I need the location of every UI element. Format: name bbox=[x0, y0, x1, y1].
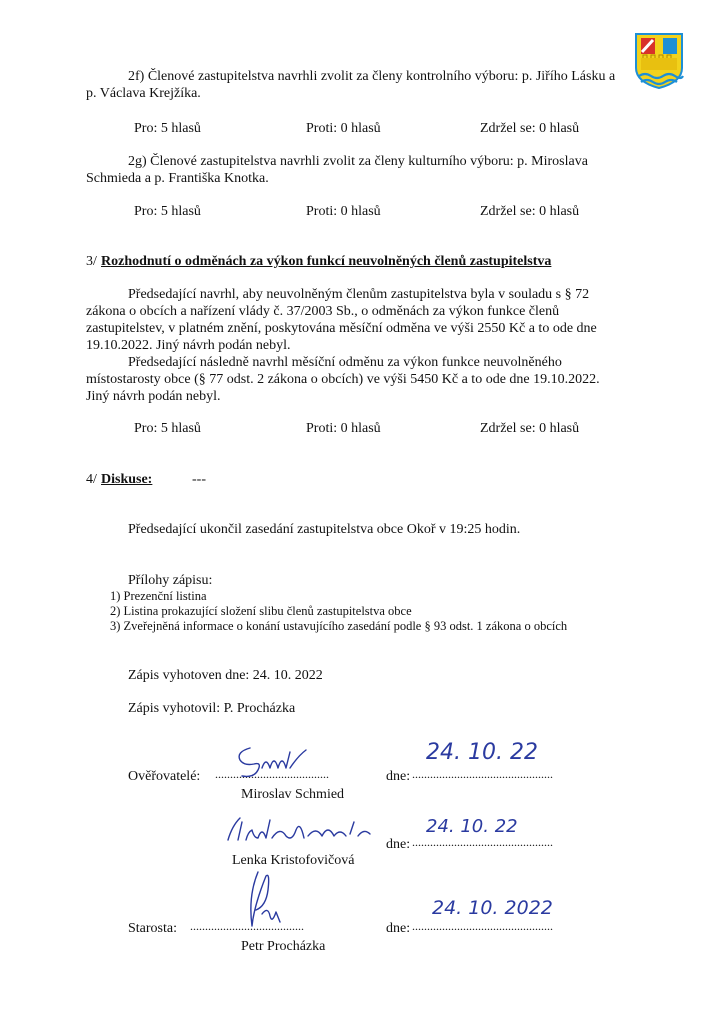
vote-zdrzel: Zdržel se: 0 hlasů bbox=[480, 204, 580, 219]
date-label: dne: bbox=[386, 837, 411, 852]
section-3-number: 3/ bbox=[86, 254, 97, 269]
section-4-heading: Diskuse: bbox=[101, 472, 153, 487]
section-3-para1-line4: 19.10.2022. Jiný návrh podán nebyl. bbox=[86, 338, 291, 353]
section-2f-text-line2: p. Václava Krejžíka. bbox=[86, 86, 201, 101]
attachment-item: 1) Prezenční listina bbox=[110, 589, 207, 603]
date-line: ............................................... bbox=[412, 919, 553, 933]
section-2g-text-line2: Schmieda a p. Františka Knotka. bbox=[86, 171, 269, 186]
date-line: ............................................... bbox=[412, 767, 553, 781]
vote-pro: Pro: 5 hlasů bbox=[134, 421, 201, 436]
vote-pro: Pro: 5 hlasů bbox=[134, 204, 201, 219]
date-line: ............................................... bbox=[412, 835, 553, 849]
section-2f-text-line1: 2f) Členové zastupitelstva navrhli zvolit za členy kontrolního výboru: p. Jiřího Lásku a bbox=[128, 69, 616, 84]
section-3-para1-line1: Předsedající navrhl, aby neuvolněným členům zastupitelstva byla v souladu s § 72 bbox=[128, 287, 590, 302]
section-3-para2-line1: Předsedající následně navrhl měsíční odměnu za výkon funkce neuvolněného bbox=[128, 355, 562, 370]
vote-proti: Proti: 0 hlasů bbox=[306, 204, 381, 219]
section-3-para2-line3: Jiný návrh podán nebyl. bbox=[86, 389, 221, 404]
verifier2-date-handwritten: 24. 10. 22 bbox=[426, 816, 518, 837]
section-3-para1-line2: zákona o obcích a nařízení vlády č. 37/2003 Sb., o odměnách za výkon funkce členů bbox=[86, 304, 560, 319]
section-3-para1-line3: zastupitelstev, v platném znění, poskytována měsíční odměna ve výši 2550 Kč a to ode dne bbox=[86, 321, 597, 336]
vote-proti: Proti: 0 hlasů bbox=[306, 121, 381, 136]
date-label: dne: bbox=[386, 921, 411, 936]
section-4-value: --- bbox=[192, 472, 206, 487]
municipal-coat-of-arms-logo bbox=[633, 32, 685, 92]
section-4-number: 4/ bbox=[86, 472, 97, 487]
closing-statement: Předsedající ukončil zasedání zastupitelstva obce Okoř v 19:25 hodin. bbox=[128, 522, 521, 537]
prepared-by: Zápis vyhotovil: P. Procházka bbox=[128, 701, 296, 716]
vote-zdrzel: Zdržel se: 0 hlasů bbox=[480, 421, 580, 436]
vote-proti: Proti: 0 hlasů bbox=[306, 421, 381, 436]
vote-zdrzel: Zdržel se: 0 hlasů bbox=[480, 121, 580, 136]
section-3-heading: Rozhodnutí o odměnách za výkon funkcí neuvolněných členů zastupitelstva bbox=[101, 254, 552, 269]
starosta-name: Petr Procházka bbox=[241, 939, 326, 954]
signature-line: ...................................... bbox=[215, 767, 329, 781]
verifier1-name: Miroslav Schmied bbox=[241, 787, 345, 802]
attachments-title: Přílohy zápisu: bbox=[128, 573, 213, 588]
verifiers-label: Ověřovatelé: bbox=[128, 769, 201, 784]
signature-line: ...................................... bbox=[190, 919, 304, 933]
prepared-date: Zápis vyhotoven dne: 24. 10. 2022 bbox=[128, 668, 323, 683]
verifier1-date-handwritten: 24. 10. 22 bbox=[426, 740, 538, 765]
starosta-date-handwritten: 24. 10. 2022 bbox=[432, 897, 553, 919]
verifier2-signature bbox=[222, 812, 382, 848]
starosta-label: Starosta: bbox=[128, 921, 177, 936]
date-label: dne: bbox=[386, 769, 411, 784]
vote-pro: Pro: 5 hlasů bbox=[134, 121, 201, 136]
section-3-para2-line2: místostarosty obce (§ 77 odst. 2 zákona o obcích) ve výši 5450 Kč a to ode dne 19.10.2022. bbox=[86, 372, 600, 387]
verifier1-signature bbox=[228, 742, 318, 782]
verifier2-name: Lenka Kristofovičová bbox=[232, 853, 355, 868]
attachment-item: 2) Listina prokazující složení slibu členů zastupitelstva obce bbox=[110, 604, 412, 618]
attachment-item: 3) Zveřejněná informace o konání ustavujícího zasedání podle § 93 odst. 1 zákona o obcích bbox=[110, 619, 568, 633]
section-2g-text-line1: 2g) Členové zastupitelstva navrhli zvolit za členy kulturního výboru: p. Miroslava bbox=[128, 154, 588, 169]
